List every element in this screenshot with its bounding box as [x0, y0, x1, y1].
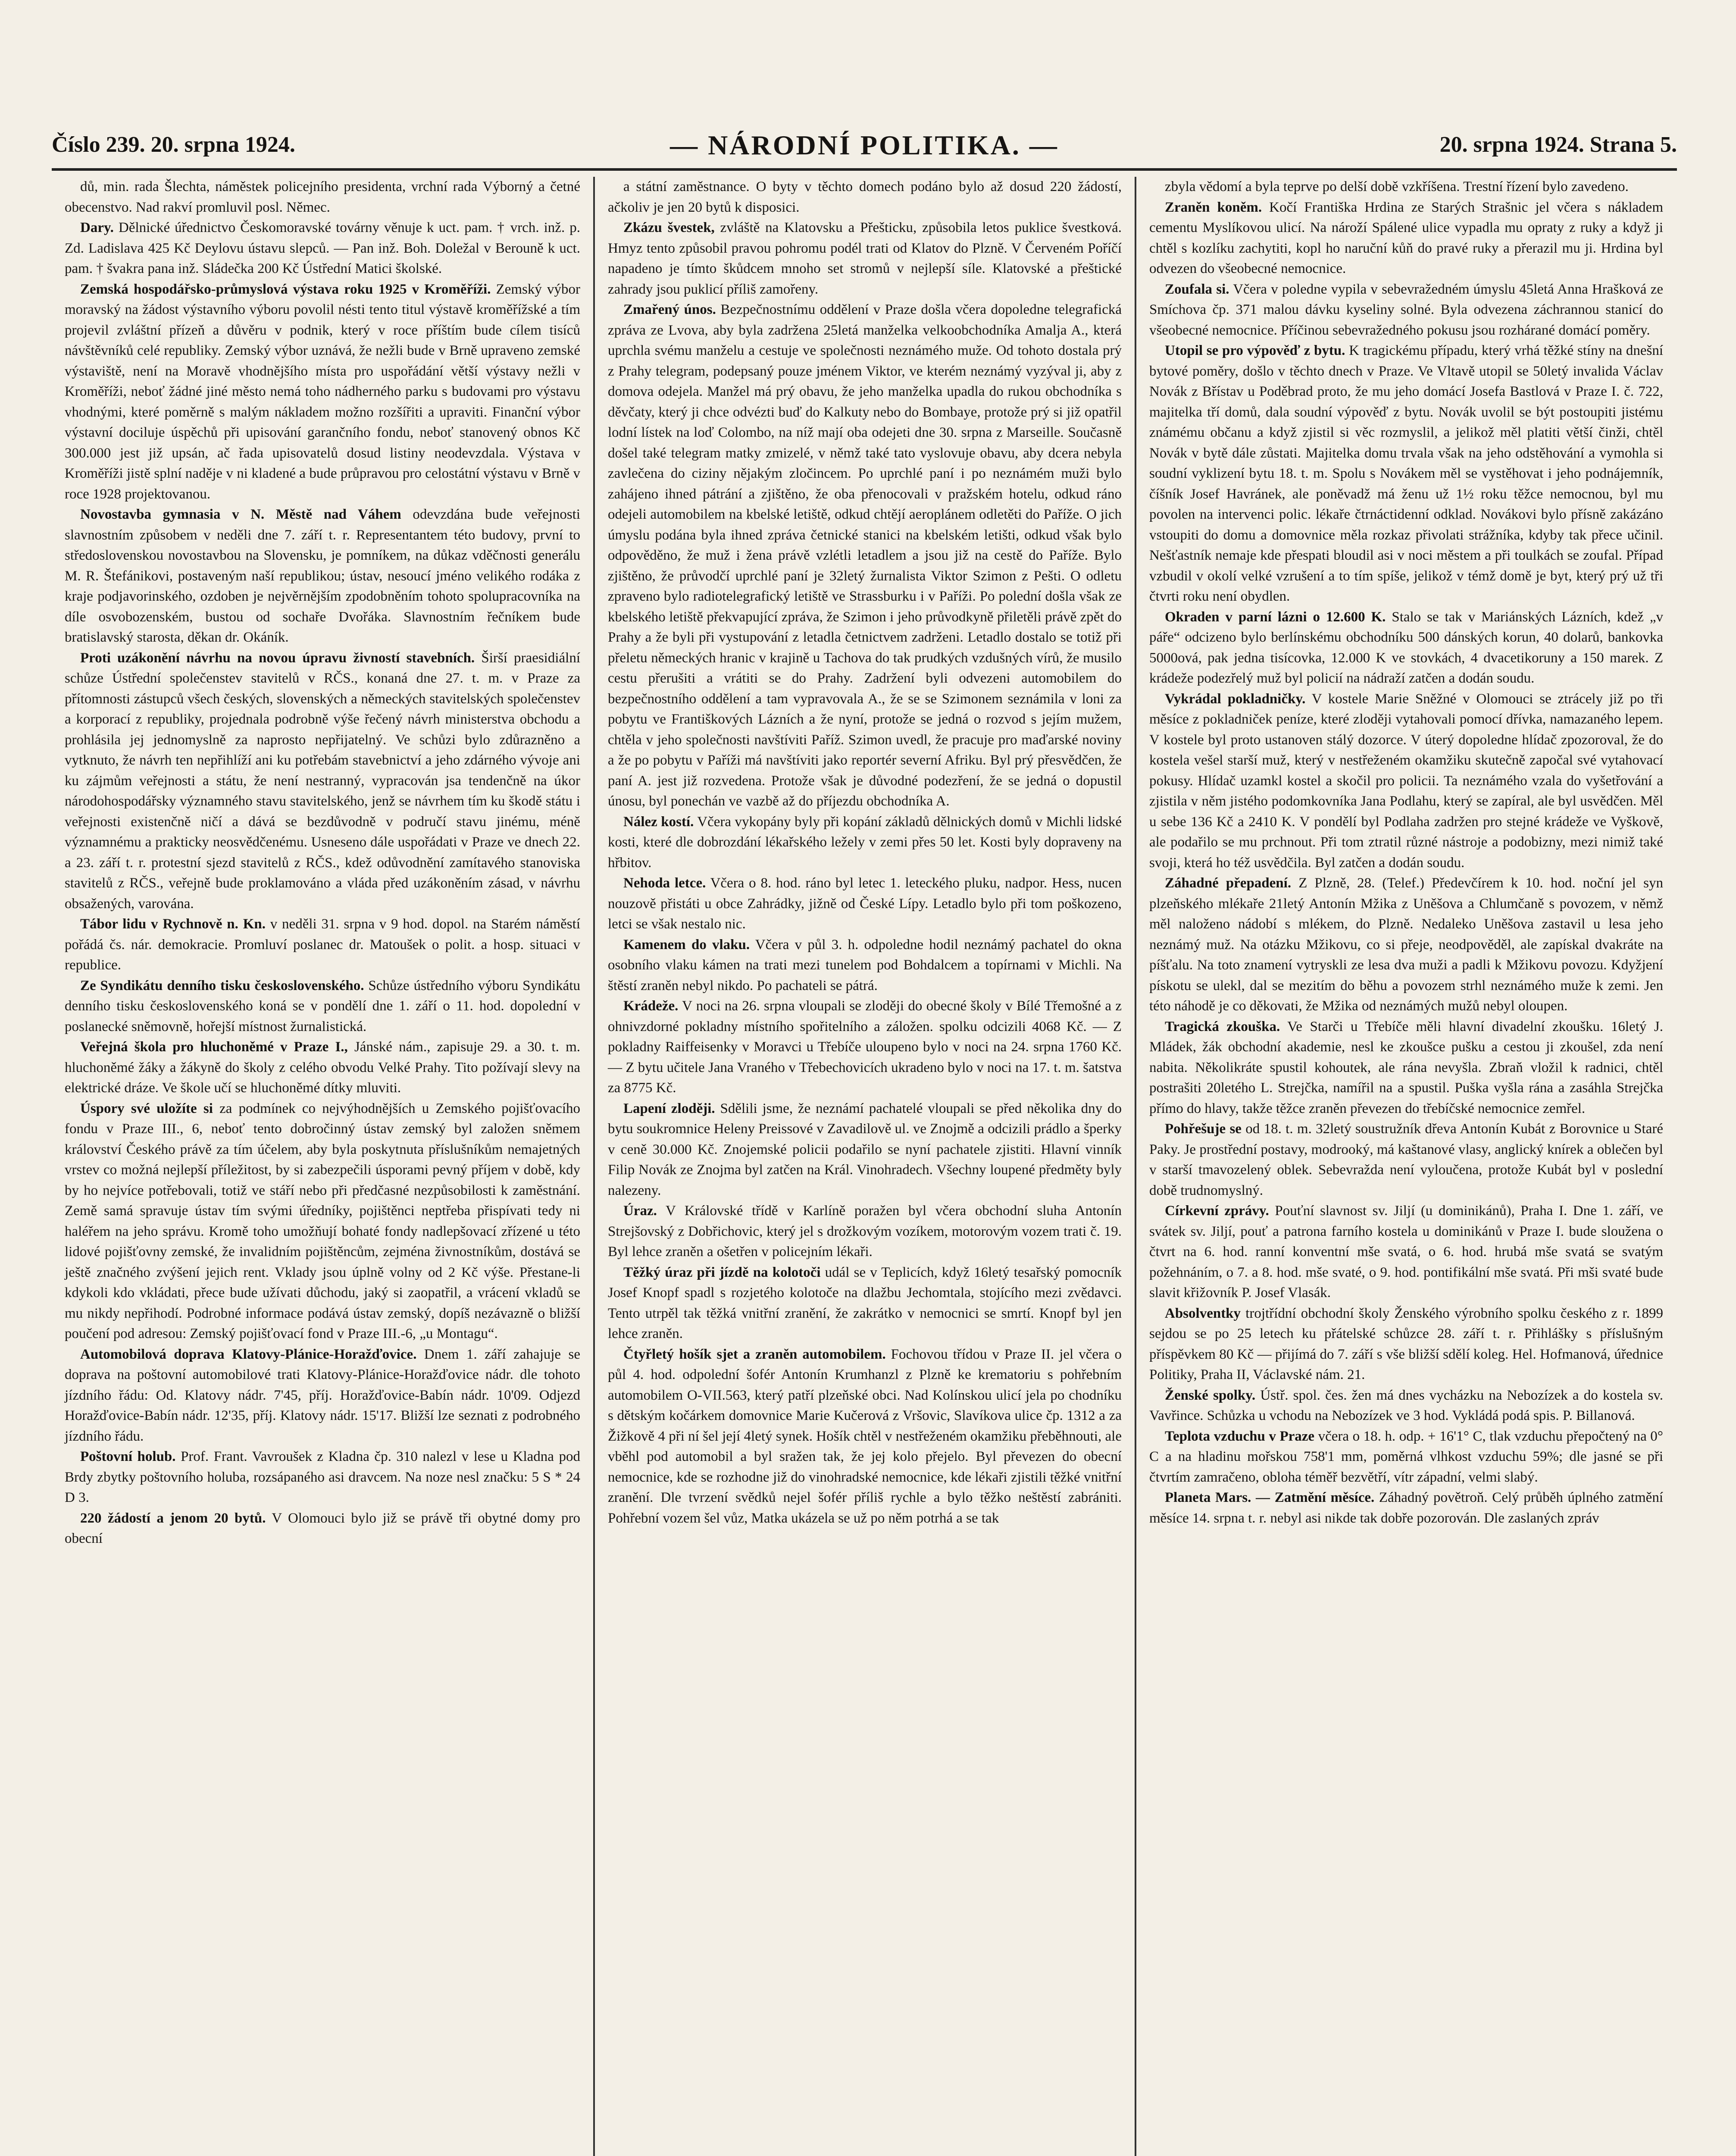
article-paragraph [1149, 1017, 1663, 1119]
article-text: Stalo se tak v Mariánských Lázních, kdež „v páře“ odcizeno bylo berlínskému obchodníku 500 dánských korun, 40 dolarů, bankovka 5000ová, pak jedna tisícovka, 12.000 K ve stovkách, 4 dvacetikoruny a 150 marek. Z krádeže podezřelý muž byl policií na nádraží zatčen a dodán soudu. [1149, 609, 1664, 686]
article-paragraph [608, 996, 1122, 1099]
article-headline: Záhadné přepadení. [1165, 875, 1292, 891]
article-paragraph [1149, 607, 1663, 689]
article-paragraph [608, 873, 1122, 935]
article-headline: Těžký úraz při jízdě na kolotoči [623, 1264, 821, 1280]
column-3 [1135, 177, 1676, 2156]
article-headline: Zemská hospodářsko-průmyslová výstava roku 1925 v Kroměříži. [80, 281, 491, 297]
article-paragraph [608, 935, 1122, 997]
article-headline: Veřejná škola pro hluchoněmé v Praze I., [80, 1039, 348, 1055]
article-headline: Proti uzákonění návrhu na novou úpravu živností stavebních. [80, 650, 475, 666]
article-text: V Královské třídě v Karlíně poražen byl včera obchodní sluha Antonín Strejšovský z Dobřichovic, který jel s drožkovým vozíkem, motorovým vozem trati č. 19. Byl lehce zraněn a ošetřen v policejním lékaři. [608, 1203, 1122, 1260]
article-text: Dělnické úřednictvo Českomoravské továrny věnuje k uct. pam. † vrch. inž. p. Zd. Ladislava 425 Kč Deylovu ústavu slepců. — Pan inž. Boh. Doležal v Berouně k uct. pam. † švakra pana inž. Sládečka 200 Kč Ústřední Matici školské. [65, 220, 581, 276]
article-text: Včera vykopány byly při kopání základů dělnických domů v Michli lidské kosti, které dle dobrozdání lékařského ležely v zemi přes 50 let. Kosti byly dopraveny na hřbitov. [608, 814, 1122, 871]
article-text: Pouťní slavnost sv. Jiljí (u dominikánů), Praha I. Dne 1. září, ve svátek sv. Jiljí, pouť a patrona farního kostela u dominikánů v Praze I. bude sloužena o čtvrt na 6. hod. ranní konventní mše svatá, o 6. hod. hrubá mše svatá se svatým požehnáním, o 7. a 8. hod. mše svaté, o 9. hod. pontifikální mše svatá. Při mši svaté bude slavit křižovník P. Josef Vlasák. [1149, 1203, 1664, 1300]
article-paragraph [608, 1344, 1122, 1529]
article-headline: Krádeže. [623, 998, 679, 1014]
article-paragraph [1149, 1426, 1663, 1488]
article-text: Dnem 1. září zahajuje se doprava na poštovní automobilové trati Klatovy-Plánice-Horažďovice nádr. dle tohoto jízdního řádu: Od. Klatovy nádr. 7'45, příj. Horažďovice-Babín nádr. 10'09. Odjezd Horažďovice-Babín nádr. 12'35, příj. Klatovy nádr. 15'17. Bližší lze seznati z podrobného jízdního řádu. [65, 1346, 581, 1444]
article-headline: Úraz. [623, 1203, 657, 1219]
masthead: — NÁRODNÍ POLITIKA. — [670, 130, 1059, 160]
article-text: Ústř. spol. čes. žen má dnes vycházku na Nebozízek a do kostela sv. Vavřince. Schůzka u vchodu na Nebozízek ve 3 hod. Vykládá podá spis. P. Billanová. [1149, 1387, 1664, 1423]
article-text: V noci na 26. srpna vloupali se zloději do obecné školy v Bílé Třemošné a z ohnivzdorné pokladny místního spořitelního a záložen. spolku odcizili 4068 Kč. — Z pokladny Raiffeisenky v Moravci u Třebíče uloupeno bylo v noci na 24. srpna 1760 Kč. — Z bytu učitele Jana Vraného v Třebechovicích ukradeno bylo v noci na 17. t. m. šatstva za 8775 Kč. [608, 998, 1122, 1096]
article-headline: Ženské spolky. [1165, 1387, 1256, 1403]
article-headline: Pohřešuje se [1165, 1121, 1242, 1137]
article-headline: Nález kostí. [623, 814, 694, 830]
article-paragraph [1149, 1488, 1663, 1529]
article-headline: Čtyřletý hošík sjet a zraněn automobilem. [623, 1346, 886, 1362]
article-headline: Utopil se pro výpověď z bytu. [1165, 343, 1345, 358]
issue-date-left: Číslo 239. 20. srpna 1924. [52, 132, 295, 157]
article-paragraph [65, 976, 580, 1037]
article-headline: Lapení zloději. [623, 1100, 715, 1116]
article-text: včera o 18. h. odp. + 16'1° C, tlak vzduchu přepočtený na 0° C a na hladinu mořskou 758'1 mm, poměrná vlhkost vzduchu 59%; dle jasné se při čtvrtím zamračeno, obloha téměř bezvětří, vítr západní, velmi slabý. [1149, 1428, 1663, 1485]
article-text: Prof. Frant. Vavroušek z Kladna čp. 310 nalezl v lese u Kladna pod Brdy zbytky poštovního holuba, rozsápaného asi dravcem. Na noze nesl značku: 5 S * 24 D 3. [65, 1449, 580, 1505]
article-headline: Ze Syndikátu denního tisku československého. [80, 978, 364, 993]
article-paragraph [1149, 197, 1663, 279]
article-text: v neděli 31. srpna v 9 hod. dopol. na Starém náměstí pořádá čs. nár. demokracie. Promluví poslanec dr. Matoušek o polit. a hosp. situaci v republice. [65, 916, 580, 973]
article-text: Schůze ústředního výboru Syndikátu denního tisku československého koná se v pondělí dne 1. září o 11. hod. dopolední v poslanecké sněmovně, hořejší místnost žurnalistická. [65, 978, 581, 1034]
article-paragraph [65, 1508, 580, 1549]
article-text: zbyla vědomí a byla teprve po delší době vzkříšena. Trestní řízení bylo zavedeno. [1165, 179, 1629, 194]
article-headline: Automobilová doprava Klatovy-Plánice-Horažďovice. [80, 1346, 417, 1362]
article-paragraph [608, 218, 1122, 300]
article-paragraph [608, 1099, 1122, 1201]
article-paragraph [1149, 177, 1663, 197]
article-headline: Planeta Mars. — Zatmění měsíce. [1165, 1490, 1375, 1505]
article-paragraph [608, 812, 1122, 874]
article-headline: Církevní zprávy. [1165, 1203, 1269, 1219]
article-paragraph [65, 177, 580, 218]
article-paragraph [608, 1263, 1122, 1344]
article-paragraph [1149, 1119, 1663, 1201]
article-headline: Zmařený únos. [623, 302, 716, 317]
article-headline: Tábor lidu v Rychnově n. Kn. [80, 916, 266, 932]
article-text: V kostele Marie Sněžné v Olomouci se ztrácely již po tři měsíce z pokladniček peníze, které zloději vytahovali pomocí dřívka, namazaného lepem. V kostele byl proto ustanoven stálý dozorce. V úterý dopoledne hlídač zpozoroval, že do kostela vešel starší muž, který v nestřeženém okamžiku skutečně započal své vytahovací pokusy. Hlídač uzamkl kostel a skočil pro policii. Ta neznámého vzala do vyšetřování a zjistila v něm jistého podomkovníka Jana Podlahu, který se zapíral, ale byl usvědčen. Měl u sebe 136 Kč a 2410 K. V pondělí byl Podlaha zadržen pro stejné krádeže ve Vyškově, ale podařilo se mu prchnout. Při tom ztratil různé nástroje a podobizny, mezi nimiž také svoji, která ho též usvědčila. Byl zatčen a dodán soudu. [1149, 691, 1663, 871]
article-headline: Zkázu švestek, [623, 220, 715, 235]
article-headline: Nehoda letce. [623, 875, 706, 891]
column-2 [593, 177, 1135, 2156]
article-headline: Absolventky [1165, 1305, 1241, 1321]
article-paragraph [1149, 1304, 1663, 1385]
article-paragraph [608, 177, 1122, 218]
article-text: Jánské nám., zapisuje 29. a 30. t. m. hluchoněmé žáky a žákyně do školy z celého obvodu Velké Prahy. Tito požívají slevy na elektrické dráze. Ve škole učí se hluchoněmé dítky mluviti. [65, 1039, 581, 1096]
article-headline: Úspory své uložíte si [80, 1100, 213, 1116]
article-headline: Dary. [80, 220, 114, 235]
article-text: a státní zaměstnance. O byty v těchto domech podáno bylo až dosud 220 žádostí, ačkoliv je jen 20 bytů k disposici. [608, 179, 1122, 215]
article-text: Zemský výbor moravský na žádost výstavního výboru povolil nésti tento titul výstavě kroměřížské a tím projevil zvláštní přízeň a důvěru v podnik, který v roce příštím bude cílem tisíců návštěvníků celé republiky. Zemský výbor uznává, že nežli bude v Brně upraveno zemské výstaviště, není na Moravě vhodnějšího místa pro uspořádání větší výstavy nežli v Kroměříži, neboť žádné jiné město nemá toho nádherného parku s budovami pro výstavu vhodnými, které poměrně s malým nákladem možno rozšířiti a upraviti. Finanční výbor výstavní dociluje úspěchů při upisování garančního fondu, neboť stanovený obnos Kč 300.000 jest již upsán, ač řada upisovatelů dosud listiny neodevzdala. Výstava v Kroměříži jistě splní naděje v ni kladené a bude průpravou pro celostátní výstavu v Brně v roce 1928 projektovanou. [65, 281, 580, 502]
article-text: Záhadný povětroň. Celý průběh úplného zatmění měsíce 14. srpna t. r. nebyl asi nikde tak dobře pozorován. Dle zaslaných zpráv [1149, 1490, 1663, 1526]
article-text: Fochovou třídou v Praze II. jel včera o půl 4. hod. odpolední šofér Antonín Krumhanzl z Plzně ke krematoriu s pohřebním automobilem O-VII.563, který patří plzeňské obci. Nad Kolínskou ulicí jela po chodníku s dětským kočárkem domovnice Marie Kučerová z Vršovic, Slavíkova ulice čp. 1312 a za Žižkově 4 při ní šel její 4letý synek. Hošík chtěl v nestřeženém okamžiku přeběhnouti, ale vběhl pod automobil a byl sražen tak, že jej kolo přejelo. Byl převezen do obecní nemocnice, kde se rozhodne již do vinohradské nemocnice, kde lékaři zjistili těžké vnitřní zranění. Dle tvrzení svědků nejel šofér příliš rychle a bylo těžko neštěstí zabrániti. Pohřební vozem šel vůz, Matka ukázela se už po něm potrhá a se tak [608, 1346, 1122, 1526]
article-paragraph [65, 914, 580, 976]
page-number: 20. srpna 1924. Strana 5. [1439, 132, 1677, 157]
article-paragraph [65, 218, 580, 279]
article-text: Včera v poledne vypila v sebevražedném úmyslu 45letá Anna Hrašková ze Smíchova čp. 371 malou dávku kyseliny solné. Byla odvezena záchrannou stanicí do všeobecné nemocnice. Příčinou sebevražedného pokusu jsou rozhárané domácí poměry. [1149, 281, 1663, 338]
article-paragraph [1149, 1201, 1663, 1304]
article-headline: Novostavba gymnasia v N. Městě nad Váhem [80, 507, 401, 522]
article-text: Širší praesidiální schůze Ústřední společenstev stavitelů v RČS., konaná dne 27. t. m. v Praze za přítomnosti zástupců všech českých, slovenských a německých stavitelských společenstev a korporací z republiky, projednala podrobně výše řečený návrh ministerstva obchodu a prohlásila jej jednomyslně za naprosto nepřijatelný. Ve schůzi bylo zdůrazněno a vytknuto, že návrh ten nepřihlíží ani ku potřebám stavebnictví a jeho zdárného vývoje ani ku zájmům veřejnosti a státu, že není nestranný, vypracován jsa tendenčně na úkor národohospodářsky významného stavu stavitelského, jenž se návrhem tím ku škodě státu i veřejnosti existenčně ničí a dává se bezdůvodně v područí stavu jinému, méně významnému a prakticky neosvědčenému. Usneseno dále uspořádati v Praze ve dnech 22. a 23. září t. r. protestní sjezd stavitelů z RČS., kdež odůvodnění zamítavého stanoviska stavitelů z RČS., veřejně bude proklamováno a vláda před uzákoněním zásad, v návrhu obsažených, varována. [65, 650, 580, 912]
article-text: udál se v Teplicích, když 16letý tesařský pomocník Josef Knopf spadl s rozjetého kolotoče na dlažbu Jechomtala, stojícího mezi zvědavci. Tento utrpěl tak těžká vnitřní zranění, že zakrátko v nemocnici se smrtí. Knopf byl jen lehce zraněn. [608, 1264, 1122, 1341]
article-paragraph [1149, 689, 1663, 874]
article-paragraph [65, 279, 580, 505]
columns [52, 177, 1677, 2156]
article-text: od 18. t. m. 32letý soustružník dřeva Antonín Kubát z Borovnice u Staré Paky. Je prostřední postavy, modrooký, má kaštanové vlasy, anglický knírek a oblečen byl v starší tmavozelený oblek. Sebevražda není vyloučena, protože Kubát byl v poslední době trudnomyslný. [1149, 1121, 1664, 1198]
article-text: odevzdána bude veřejnosti slavnostním způsobem v neděli dne 7. září t. r. Representantem této budovy, první to středoslovenskou novostavbou na Slovensku, je pomníkem, na důkaz vděčnosti generálu M. R. Štefánikovi, postaveným naší republikou; ústav, nesoucí jméno velikého rodáka z kraje podjavorinského, ozdoben je nejvěrnějším zpodobněním tohoto spolupracovníka na díle osvobozenském, bustou od sochaře Dvořáka. Slavnostním řečníkem bude bratislavský starosta, děkan dr. Okáník. [65, 507, 581, 645]
article-paragraph [65, 1099, 580, 1344]
article-headline: Kamenem do vlaku. [623, 937, 750, 953]
article-headline: Vykrádal pokladničky. [1165, 691, 1306, 707]
article-text: zvláště na Klatovsku a Přešticku, způsobila letos puklice švestková. Hmyz tento způsobil pravou pohromu podél trati od Klatov do Plzně. V Červeném Poříčí napadeno je tímto škůdcem mnoho set stromů v nejlepší síle. Klatovské a přeštické zahrady jsou puklicí příliš zamořeny. [608, 220, 1122, 297]
article-headline: 220 žádostí a jenom 20 bytů. [80, 1510, 266, 1526]
article-paragraph [65, 505, 580, 648]
column-1 [52, 177, 593, 2156]
article-paragraph [65, 1037, 580, 1099]
article-text: Sdělili jsme, že neznámí pachatelé vloupali se před několika dny do bytu soukromnice Heleny Preissové v Zavadilově ul. ve Znojmě a odcizili prádlo a šperky v ceně 30.000 Kč. Znojemské policii podařilo se nyní pachatele zjistiti. Hlavní vinník Filip Novák ze Znojma byl zatčen na Král. Vinohradech. Všechny loupené předměty byly nalezeny. [608, 1100, 1122, 1198]
article-paragraph [1149, 1385, 1663, 1426]
page-header [52, 129, 1677, 171]
article-paragraph [1149, 873, 1663, 1017]
article-text: Z Plzně, 28. (Telef.) Předevčírem k 10. hod. noční jel syn plzeňského mlékaře 21letý Antonín Mžika z Uněšova a Chlumčaně s povozem, v němž měl naloženo nádobí s mlékem, do Plzně. Nedaleko Uněšova zastavil u lesa jeho neznámý muž. Na otázku Mžikovu, co si přeje, neodpověděl, ale zapískal dvakráte na píšťalu. Na toto znamení vytryskli ze lesa dva muži a padli k Mžikovu povozu. Kdyžjení pískotu se ulekl, dal se mezitím do běhu a povozem strhl neznámého muže k zemi. Jen této náhodě je co děkovati, že Mžika od neznámých mužů nebyl oloupen. [1149, 875, 1664, 1014]
article-headline: Teplota vzduchu v Praze [1165, 1428, 1315, 1444]
article-paragraph [608, 300, 1122, 812]
article-paragraph [1149, 279, 1663, 341]
article-headline: Zoufala si. [1165, 281, 1229, 297]
article-text: trojtřídní obchodní školy Ženského výrobního spolku českého z r. 1899 sejdou se po 25 letech ku přátelské schůzce 28. září t. r. Přihlášky s příslušným příspěvkem 80 Kč — přijímá do 7. září s vše bližší sdělí koleg. Hel. Hofmanová, úřednice Politiky, Praha II, Václavské nám. 21. [1149, 1305, 1663, 1382]
article-text: Včera o 8. hod. ráno byl letec 1. leteckého pluku, nadpor. Hess, nucen nouzově přistáti u obce Zahrádky, jižně od České Lípy. Letadlo bylo při tom poškozeno, letci se však nestalo nic. [608, 875, 1122, 932]
article-text: K tragickému případu, který vrhá těžké stíny na dnešní bytové poměry, došlo v těchto dnech v Praze. Ve Vltavě utopil se 50letý invalida Václav Novák z Břístav u Poděbrad proto, že mu jeho domácí Josefa Bastlová v Praze I. č. 722, majitelka tří domů, dala soudní výpověď z bytu. Novák uvolil se být postoupiti jistému známému občanu a když zjistil si věc rozmyslil, a jelikož měl platiti větší činži, chtěl Novák v bytě dále zůstati. Majitelka domu trvala však na jeho odstěhování a vymohla si soudní vyklizení bytu 18. t. m. Spolu s Novákem měl se vystěhovat i jeho podnájemník, číšník Josef Havránek, ale poněvadž má ženu už 1½ roku těžce nemocnou, byl mu povolen na intervenci polic. lékaře čtrnáctidenní odklad. Novákovi bylo přísně zakázáno vstoupiti do domu a domovnice měla rozkaz přivolati strážníka, kdyby tak přece učinil. Nešťastník nemaje kde přespati bloudil asi v noci městem a při toulkách se zoufal. Případ vzbudil v okolí velké vzrušení a to tím spíše, jelikož v témž domě je byt, který prý už tři čtvrti roku není obydlen. [1149, 343, 1664, 604]
article-paragraph [65, 1447, 580, 1508]
article-paragraph [1149, 341, 1663, 607]
article-text: Bezpečnostnímu oddělení v Praze došla včera dopoledne telegrafická zpráva ze Lvova, aby byla zadržena 25letá manželka velkoobchodníka Amalja A., která uprchla svému manželu a cestuje ve společnosti neznámého muže. Od tohoto dostala prý z Prahy telegram, podepsaný pouze jménem Viktor, ve kterém neznámý vyzýval ji, aby z domova odejela. Manžel má prý obavu, že jeho manželka upadla do rukou obchodníka s děvčaty, který ji chce odvézti buď do Kalkuty nebo do Bombaye, protože prý si již opatřil lodní lístek na loď Colombo, na níž mají oba odejeti dne 30. srpna z Marseille. Současně došel také telegram matky zmizelé, v němž také tato vyslovuje obavu, aby dcera nebyla zavlečena do ciziny nějakým zločincem. Po uprchlé paní i po neznámém muži bylo zahájeno ihned pátrání a zjištěno, že oba přenocovali v pražském hotelu, odkud ráno odejeli automobilem na kbelské letiště, odkud chtějí aeroplánem odletěti do Paříže. O jich úmyslu podána byla ihned zpráva četnické stanici na kbelském letišti, odkud však bylo odpověděno, že muž i žena právě vzlétli letadlem a jsou již na cestě do Paříže. Bylo zjištěno, že průvodčí uprchlé paní je 32letý žurnalista Viktor Szimon z Pešti. O odletu zpraveno bylo radiotelegrafický letiště ve Strassburku i v Paříži. Po polední došla však ze kbelského letiště překvapující zpráva, že Szimon i jeho průvodkyně přiletěli právě zpět do Prahy a že byli při vystupování z letadla četnictvem zadrženi. Letadlo dostalo se totiž při přeletu německých hranic v krajině u Tachova do tak prudkých vzdušných vírů, že musilo cestu přerušiti a vrátiti se do Prahy. Zadržení byli odvezeni automobilem do bezpečnostního oddělení a tam vypravovala A., že se se Szimonem seznámila v loni za pobytu ve Františkových Lázních a že nyní, protože se jedná o rozvod s jejím mužem, chtěla v jeho společnosti navštíviti Paříž. Szimon uvedl, že pracuje pro maďarské noviny a že po pobytu v Paříži má navštíviti jako reportér severní Afriku. Byl prý přesvědčen, že paní A. jest již rozvedena. Protože však je důvodné podezření, že se jedná o dopustil únosu, byl ponechán ve vazbě až do příjezdu obchodníka A. [608, 302, 1122, 809]
article-text: Kočí Františka Hrdina ze Starých Strašnic jel včera s nákladem cementu Myslíkovou ulicí. Na nároží Spálené ulice vypadla mu opraty z ruky a když ji chtěl s kozlíku zachytiti, kopl ho naruční kůň do pravé ruky a přerazil mu ji. Hrdina byl odvezen do všeobecné nemocnice. [1149, 199, 1663, 276]
article-headline: Okraden v parní lázni o 12.600 K. [1165, 609, 1386, 625]
article-text: Ve Starči u Třebíče měli hlavní divadelní zkoušku. 16letý J. Mládek, žák obchodní akademie, nesl ke zkoušce pušku a cestou ji zkoušel, zda není nabita. Několikráte spustil kohoutek, ale rána nevyšla. Zbraň vložil k radnici, chtěl postrašiti 20letého L. Strejčka, namířil na a spustil. Puška vyšla rána a zasáhla Strejčka přímo do hlavy, takže těžce zraněn převezen do třebíčské nemocnice zemřel. [1149, 1018, 1663, 1116]
article-text: Včera v půl 3. h. odpoledne hodil neznámý pachatel do okna osobního vlaku kámen na trati mezi tunelem pod Bohdalcem a topírnami v Michli. Na štěstí zraněn nebyl nikdo. Po pachateli se pátrá. [608, 937, 1122, 993]
article-headline: Zraněn koněm. [1165, 199, 1262, 215]
article-text: za podmínek co nejvýhodnějších u Zemského pojišťovacího fondu v Praze III., 6, neboť tento dobročinný ústav zemský byl založen sněmem království Českého právě za tím účelem, aby byla poskytnuta příslušníkům nemajetných vrstev co možná nejlepší příležitost, by si zabezpečili úsporami pevný příjem v době, kdy by ho nejvíce potřebovali, totiž ve stáří nebo při předčasné nezpůsobilosti k zaměstnání. Země samá spravuje ústav tím svými úředníky, pojištěnci neptřeba přispívati tedy ni haléřem na jeho správu. Kromě toho umožňují bohaté fondy nadlepšovací zřízené u této lidové pojišťovny zemské, že invalidním pojištěncům, zejména živnostníkům, dostává se ještě značného zvýšení jejich rent. Vklady jsou úplně volny od 2 Kč výše. Přestane-li kdykoli kdo vkládati, přece bude užívati důchodu, jaký si zaopatřil, a vrácení vkladů se mu nikdy nepřihodí. Podrobné informace podává ústav zemský, dopíš nezávazně o bližší poučení pod adresou: Zemský pojišťovací fond v Praze III.-6, „u Montagu“. [65, 1100, 580, 1341]
article-text: V Olomouci bylo již se právě tři obytné domy pro obecní [65, 1510, 580, 1546]
article-text: dů, min. rada Šlechta, náměstek policejního presidenta, vrchní rada Výborný a četné obecenstvo. Nad rakví promluvil posl. Němec. [65, 179, 580, 215]
article-paragraph [65, 1344, 580, 1447]
article-paragraph [608, 1201, 1122, 1263]
article-headline: Poštovní holub. [80, 1449, 176, 1464]
article-headline: Tragická zkouška. [1165, 1018, 1280, 1034]
article-paragraph [65, 648, 580, 915]
